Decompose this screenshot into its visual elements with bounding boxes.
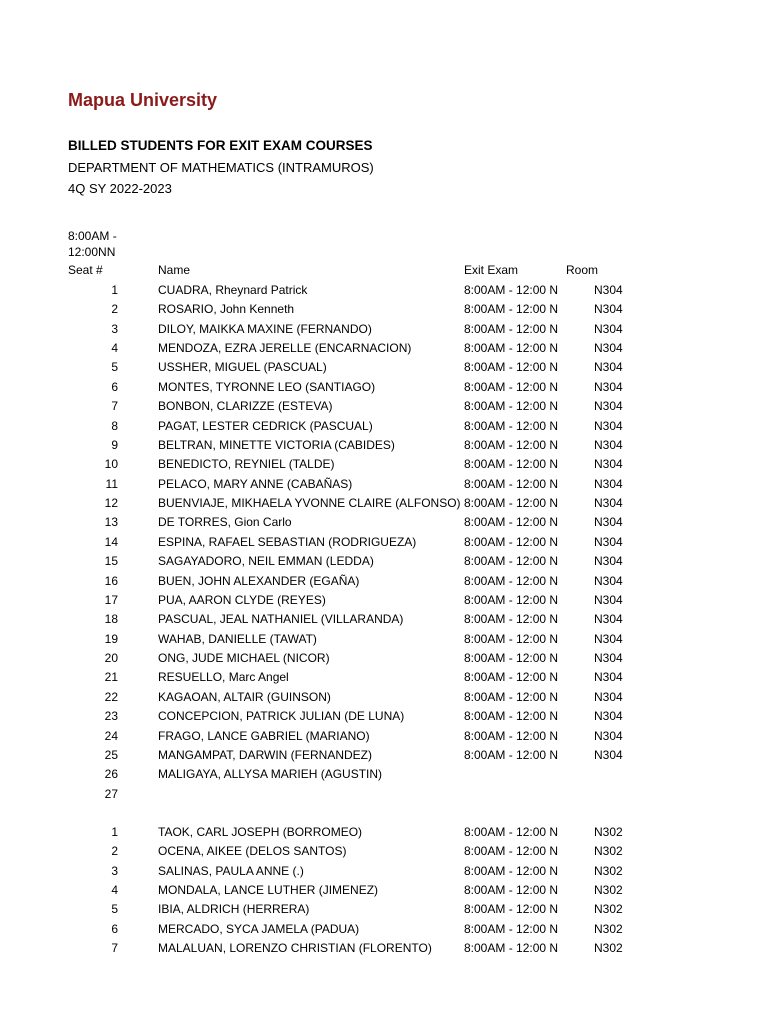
table-row (0, 535, 768, 554)
student-name: MONDALA, LANCE LUTHER (JIMENEZ) (158, 883, 379, 898)
room-number: N304 (594, 573, 623, 588)
room-number: N304 (594, 670, 623, 685)
table-row (0, 787, 768, 806)
student-name: BUENVIAJE, MIKHAELA YVONNE CLAIRE (ALFONSO) (158, 496, 461, 511)
seat-number: 3 (111, 863, 118, 878)
room-number: N304 (594, 747, 623, 762)
room-number: N302 (594, 941, 623, 956)
seat-number: 9 (111, 437, 118, 452)
exam-schedule: 8:00AM - 12:00 N (464, 592, 559, 607)
seat-number: 12 (104, 496, 118, 511)
room-number: N304 (594, 457, 623, 472)
seat-number: 18 (104, 612, 118, 627)
student-name: BELTRAN, MINETTE VICTORIA (CABIDES) (158, 437, 395, 452)
seat-number: 24 (104, 728, 118, 743)
exam-schedule: 8:00AM - 12:00 N (464, 437, 559, 452)
student-name: ONG, JUDE MICHAEL (NICOR) (158, 651, 330, 666)
student-name: BUEN, JOHN ALEXANDER (EGAÑA) (158, 573, 360, 588)
seat-number: 6 (111, 379, 118, 394)
seat-number: 5 (111, 902, 118, 917)
student-name: WAHAB, DANIELLE (TAWAT) (158, 631, 317, 646)
seat-number: 23 (104, 709, 118, 724)
student-name: MERCADO, SYCA JAMELA (PADUA) (158, 921, 360, 936)
table-row (0, 457, 768, 476)
table-row (0, 341, 768, 360)
seat-number: 2 (111, 844, 118, 859)
student-name: IBIA, ALDRICH (HERRERA) (158, 902, 310, 917)
room-number: N304 (594, 496, 623, 511)
seat-number: 17 (104, 592, 118, 607)
seat-number: 19 (104, 631, 118, 646)
seat-number: 26 (104, 767, 118, 782)
seat-number: 10 (104, 457, 118, 472)
table-row (0, 593, 768, 612)
exam-schedule: 8:00AM - 12:00 N (464, 457, 559, 472)
exam-schedule: 8:00AM - 12:00 N (464, 476, 559, 491)
room-number: N302 (594, 844, 623, 859)
room-number: N304 (594, 341, 623, 356)
seat-number: 7 (111, 399, 118, 414)
table-row (0, 399, 768, 418)
student-name: CUADRA, Rheynard Patrick (158, 283, 308, 297)
exam-schedule: 8:00AM - 12:00 N (464, 302, 559, 317)
table-row (0, 419, 768, 438)
seat-number: 4 (111, 341, 118, 356)
student-name: OCENA, AIKEE (DELOS SANTOS) (158, 844, 347, 859)
seat-number: 3 (111, 321, 118, 336)
exam-schedule: 8:00AM - 12:00 N (464, 670, 559, 685)
column-header-exit-exam: Exit Exam (464, 263, 519, 277)
exam-schedule: 8:00AM - 12:00 N (464, 921, 559, 936)
schedule-time-line2: 12:00NN (68, 245, 116, 259)
student-name: PUA, AARON CLYDE (REYES) (158, 592, 326, 607)
department-name: DEPARTMENT OF MATHEMATICS (INTRAMUROS) (68, 160, 374, 175)
room-number: N304 (594, 360, 623, 375)
seat-number: 25 (104, 747, 118, 762)
table-row (0, 767, 768, 786)
seat-number: 1 (111, 825, 118, 839)
exam-schedule: 8:00AM - 12:00 N (464, 360, 559, 375)
exam-schedule: 8:00AM - 12:00 N (464, 515, 559, 530)
seat-number: 27 (104, 786, 118, 801)
student-name: CONCEPCION, PATRICK JULIAN (DE LUNA) (158, 709, 405, 724)
exam-schedule: 8:00AM - 12:00 N (464, 825, 559, 839)
table-row (0, 360, 768, 379)
table-row (0, 941, 768, 960)
student-name: ESPINA, RAFAEL SEBASTIAN (RODRIGUEZA) (158, 534, 417, 549)
table-row (0, 380, 768, 399)
exam-schedule: 8:00AM - 12:00 N (464, 902, 559, 917)
seat-number: 22 (104, 689, 118, 704)
table-row (0, 554, 768, 573)
seat-number: 5 (111, 360, 118, 375)
student-name: BONBON, CLARIZZE (ESTEVA) (158, 399, 333, 414)
table-row (0, 496, 768, 515)
room-number: N304 (594, 321, 623, 336)
student-name: KAGAOAN, ALTAIR (GUINSON) (158, 689, 331, 704)
document-title: BILLED STUDENTS FOR EXIT EXAM COURSES (68, 138, 373, 153)
student-name: MALIGAYA, ALLYSA MARIEH (AGUSTIN) (158, 767, 383, 782)
student-name: MALALUAN, LORENZO CHRISTIAN (FLORENTO) (158, 941, 432, 956)
table-row (0, 515, 768, 534)
room-number: N304 (594, 302, 623, 317)
seat-number: 16 (104, 573, 118, 588)
room-number: N302 (594, 883, 623, 898)
room-number: N304 (594, 534, 623, 549)
exam-schedule: 8:00AM - 12:00 N (464, 496, 559, 511)
exam-schedule: 8:00AM - 12:00 N (464, 341, 559, 356)
schedule-time-line1: 8:00AM - (68, 229, 117, 243)
table-row (0, 302, 768, 321)
exam-schedule: 8:00AM - 12:00 N (464, 612, 559, 627)
seat-number: 15 (104, 554, 118, 569)
room-number: N304 (594, 728, 623, 743)
student-name: MENDOZA, EZRA JERELLE (ENCARNACION) (158, 341, 412, 356)
table-row (0, 864, 768, 883)
table-row (0, 729, 768, 748)
table-row (0, 844, 768, 863)
table-row (0, 883, 768, 902)
room-number: N304 (594, 379, 623, 394)
seat-number: 11 (105, 476, 118, 491)
student-name: SALINAS, PAULA ANNE (.) (158, 863, 304, 878)
table-row (0, 748, 768, 767)
exam-schedule: 8:00AM - 12:00 N (464, 399, 559, 414)
seat-number: 4 (111, 883, 118, 898)
seat-number: 20 (104, 651, 118, 666)
room-number: N304 (594, 651, 623, 666)
seat-number: 1 (111, 283, 118, 297)
seat-number: 7 (111, 941, 118, 956)
exam-schedule: 8:00AM - 12:00 N (464, 728, 559, 743)
student-name: RESUELLO, Marc Angel (158, 670, 289, 685)
table-row (0, 651, 768, 670)
exam-schedule: 8:00AM - 12:00 N (464, 554, 559, 569)
room-number: N304 (594, 612, 623, 627)
exam-schedule: 8:00AM - 12:00 N (464, 709, 559, 724)
school-term: 4Q SY 2022-2023 (68, 181, 172, 196)
seat-number: 13 (104, 515, 118, 530)
schedule-time-label (68, 228, 117, 260)
exam-schedule: 8:00AM - 12:00 N (464, 534, 559, 549)
student-name: PELACO, MARY ANNE (CABAÑAS) (158, 476, 353, 491)
room-number: N304 (594, 631, 623, 646)
table-row (0, 283, 768, 302)
exam-schedule: 8:00AM - 12:00 N (464, 941, 559, 956)
room-number: N304 (594, 709, 623, 724)
room-number: N304 (594, 476, 623, 491)
table-row (0, 709, 768, 728)
room-number: N304 (594, 418, 623, 433)
seat-number: 2 (111, 302, 118, 317)
exam-schedule: 8:00AM - 12:00 N (464, 883, 559, 898)
university-name: Mapua University (68, 90, 218, 110)
room-number: N304 (594, 399, 623, 414)
room-number: N302 (594, 825, 623, 839)
room-number: N304 (594, 283, 623, 297)
room-number: N304 (594, 554, 623, 569)
exam-schedule: 8:00AM - 12:00 N (464, 651, 559, 666)
student-name: MONTES, TYRONNE LEO (SANTIAGO) (158, 379, 376, 394)
table-row (0, 902, 768, 921)
room-number: N302 (594, 921, 623, 936)
table-row (0, 922, 768, 941)
exam-schedule: 8:00AM - 12:00 N (464, 844, 559, 859)
table-row (0, 438, 768, 457)
room-number: N304 (594, 515, 623, 530)
student-name: MANGAMPAT, DARWIN (FERNANDEZ) (158, 747, 373, 762)
student-name: ROSARIO, John Kenneth (158, 302, 295, 317)
room-number: N304 (594, 437, 623, 452)
table-row (0, 825, 768, 844)
room-number: N302 (594, 863, 623, 878)
student-name: TAOK, CARL JOSEPH (BORROMEO) (158, 825, 363, 839)
exam-schedule: 8:00AM - 12:00 N (464, 863, 559, 878)
table-row (0, 690, 768, 709)
table-row (0, 670, 768, 689)
student-name: BENEDICTO, REYNIEL (TALDE) (158, 457, 335, 472)
table-row (0, 612, 768, 631)
exam-schedule: 8:00AM - 12:00 N (464, 418, 559, 433)
exam-schedule: 8:00AM - 12:00 N (464, 631, 559, 646)
room-number: N302 (594, 902, 623, 917)
exam-schedule: 8:00AM - 12:00 N (464, 283, 559, 297)
student-name: DE TORRES, Gion Carlo (158, 515, 292, 530)
student-name: PAGAT, LESTER CEDRICK (PASCUAL) (158, 418, 373, 433)
room-number: N304 (594, 592, 623, 607)
column-header-room: Room (566, 263, 599, 277)
column-header-seat: Seat # (68, 263, 103, 277)
exam-schedule: 8:00AM - 12:00 N (464, 573, 559, 588)
exam-schedule: 8:00AM - 12:00 N (464, 379, 559, 394)
exam-schedule: 8:00AM - 12:00 N (464, 689, 559, 704)
student-name: PASCUAL, JEAL NATHANIEL (VILLARANDA) (158, 612, 404, 627)
exam-schedule: 8:00AM - 12:00 N (464, 321, 559, 336)
student-name: FRAGO, LANCE GABRIEL (MARIANO) (158, 728, 370, 743)
table-row (0, 632, 768, 651)
student-name: SAGAYADORO, NEIL EMMAN (LEDDA) (158, 554, 374, 569)
seat-number: 14 (104, 534, 118, 549)
table-row (0, 477, 768, 496)
student-name: DILOY, MAIKKA MAXINE (FERNANDO) (158, 321, 372, 336)
column-header-name: Name (158, 263, 191, 277)
table-row (0, 322, 768, 341)
student-name: USSHER, MIGUEL (PASCUAL) (158, 360, 327, 375)
table-row (0, 574, 768, 593)
room-number: N304 (594, 689, 623, 704)
exam-schedule: 8:00AM - 12:00 N (464, 747, 559, 762)
seat-number: 21 (104, 670, 118, 685)
seat-number: 6 (111, 921, 118, 936)
seat-number: 8 (111, 418, 118, 433)
